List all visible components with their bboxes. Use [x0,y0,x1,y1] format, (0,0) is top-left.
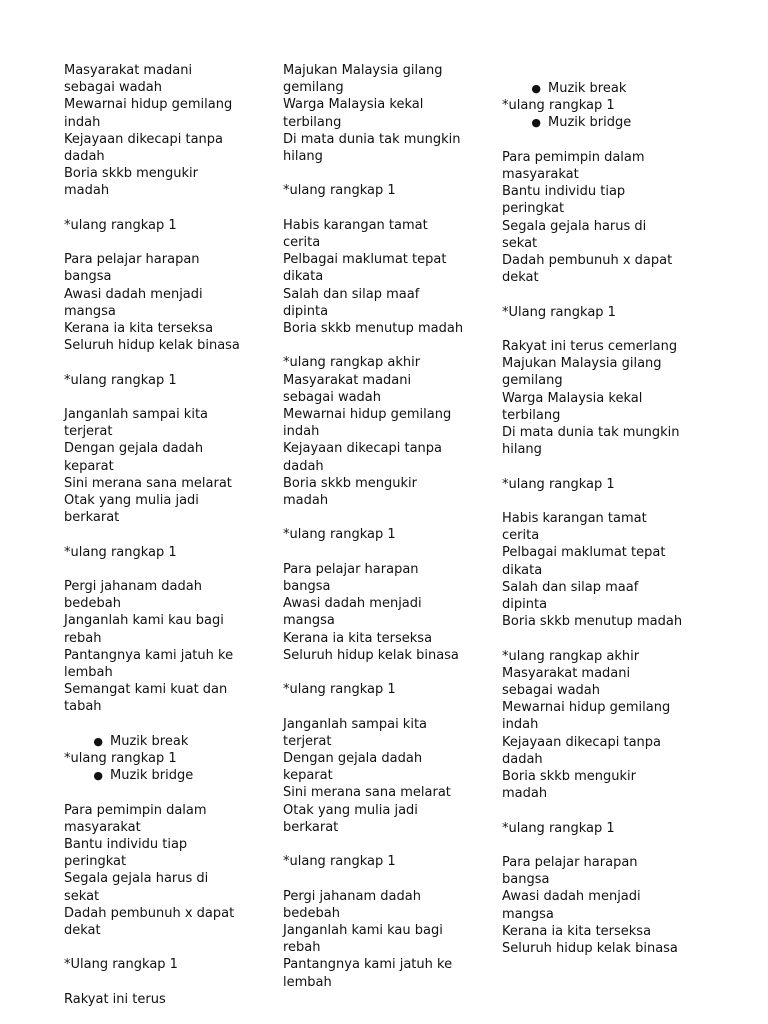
text-line: Segala gejala harus di sekat [502,218,651,251]
text-line: *ulang rangkap 1 [283,183,396,199]
bullet-icon: ● [93,734,103,748]
text-line: *ulang rangkap 1 [502,476,615,492]
text-line: Pantangnya kami jatuh ke lembah [64,647,238,681]
text-line: Para pemimpin dalam masyarakat [502,149,649,182]
text-line: Di mata dunia tak mungkin hilang [502,425,684,458]
text-line: Masyarakat madani sebagai wadah [502,665,635,699]
text-line: Rakyat ini terus [64,991,166,1007]
text-line: Pergi jahanam dadah bedebah [64,579,207,612]
text-line: Majukan Malaysia gilang gemilang [502,356,666,389]
blank-line [502,458,684,475]
blank-line [64,234,246,251]
text-line: Mewarnai hidup gemilang indah [502,700,675,733]
text-column-2 [283,62,465,991]
text-line: Pantangnya kami jatuh ke lembah [283,957,457,990]
blank-line [64,939,246,956]
bullet-text: Muzik break [110,733,189,749]
blank-line [502,493,684,510]
blank-line [64,716,246,733]
blank-line [283,509,465,526]
text-line: *ulang rangkap 1 [64,217,177,233]
text-line: Kejayaan dikecapi tanpa dadah [283,441,447,474]
text-line: Para pelajar harapan bangsa [64,252,204,285]
text-line: Seluruh hidup kelak binasa [64,338,240,354]
text-line: Seluruh hidup kelak binasa [283,647,459,663]
text-line: Sini merana sana melarat [64,475,232,491]
text-line: Salah dan silap maaf dipinta [502,579,643,613]
text-line: Janganlah sampai kita terjerat [64,407,213,440]
bullet-item [64,733,246,750]
blank-line [502,132,684,149]
text-line: Boria skkb mengukir madah [502,769,641,802]
blank-line [64,526,246,543]
text-line: Pelbagai maklumat tepat dikata [502,545,670,578]
text-line: Pelbagai maklumat tepat dikata [283,252,451,285]
text-column-1 [64,62,246,1008]
blank-line [64,354,246,371]
bullet-icon: ● [531,116,541,130]
text-line: *ulang rangkap akhir [283,355,421,371]
text-line: Habis karangan tamat cerita [283,217,432,250]
text-line: Kerana ia kita terseksa [502,923,652,939]
text-line: Masyarakat madani sebagai wadah [283,372,416,405]
text-line: Boria skkb menutup madah [283,321,464,337]
text-line: Dadah pembunuh x dapat dekat [64,905,239,939]
text-line: Majukan Malaysia gilang gemilang [283,63,447,96]
text-line: Dadah pembunuh x dapat dekat [502,253,677,286]
text-line: Boria skkb mengukir madah [64,166,203,199]
blank-line [64,561,246,578]
text-line: Di mata dunia tak mungkin hilang [283,131,465,165]
text-line: Boria skkb menutup madah [502,614,683,630]
text-line: Janganlah kami kau bagi rebah [64,613,228,646]
blank-line [502,837,684,854]
text-line: Mewarnai hidup gemilang indah [283,407,456,440]
text-line: Kejayaan dikecapi tanpa dadah [502,734,666,767]
text-line: *ulang rangkap 1 [502,98,615,114]
text-column-3 [502,80,684,957]
text-line: *Ulang rangkap 1 [502,304,616,320]
text-line: Salah dan silap maaf dipinta [283,286,424,319]
blank-line [502,630,684,647]
bullet-text: Muzik bridge [110,768,194,784]
text-line: Bantu individu tiap peringkat [64,837,192,870]
blank-line [502,321,684,338]
text-line: *Ulang rangkap 1 [64,957,178,973]
blank-line [283,698,465,715]
text-line: Awasi dadah menjadi mangsa [64,286,207,319]
text-line: *ulang rangkap 1 [283,527,396,543]
text-line: Bantu individu tiap peringkat [502,184,630,217]
blank-line [283,165,465,182]
text-line: Kerana ia kita terseksa [283,630,433,646]
text-line: Otak yang mulia jadi berkarat [64,493,204,526]
text-line: *ulang rangkap 1 [64,751,177,767]
text-line: *ulang rangkap 1 [502,820,615,836]
blank-line [64,200,246,217]
blank-line [283,664,465,681]
bullet-icon: ● [93,769,103,783]
blank-line [64,784,246,801]
blank-line [283,836,465,853]
text-line: *ulang rangkap 1 [283,854,396,870]
text-line: Mewarnai hidup gemilang indah [64,97,237,130]
text-line: Kejayaan dikecapi tanpa dadah [64,131,228,165]
text-line: Para pelajar harapan bangsa [502,855,642,888]
bullet-item [502,80,684,97]
text-line: Janganlah sampai kita terjerat [283,716,432,749]
text-line: Awasi dadah menjadi mangsa [502,889,645,922]
text-line: Awasi dadah menjadi mangsa [283,596,426,629]
blank-line [502,286,684,303]
text-line: Kerana ia kita terseksa [64,321,214,337]
bullet-icon: ● [531,82,541,95]
blank-line [64,974,246,991]
text-line: Para pelajar harapan bangsa [283,561,423,595]
text-line: Dengan gejala dadah keparat [64,441,208,474]
text-line: Dengan gejala dadah keparat [283,751,427,784]
blank-line [283,200,465,217]
blank-line [283,870,465,887]
text-line: *ulang rangkap akhir [502,648,640,664]
bullet-text: Muzik bridge [548,115,632,131]
text-line: Semangat kami kuat dan tabah [64,682,232,715]
text-line: *ulang rangkap 1 [64,372,177,388]
text-line: *ulang rangkap 1 [283,682,396,698]
bullet-item [502,114,684,131]
text-line: Masyarakat madani sebagai wadah [64,63,197,96]
text-line: Habis karangan tamat cerita [502,511,651,544]
blank-line [283,544,465,561]
text-line: Warga Malaysia kekal terbilang [502,390,647,423]
text-line: Warga Malaysia kekal terbilang [283,97,428,130]
text-line: Seluruh hidup kelak binasa [502,941,678,957]
bullet-text: Muzik break [548,81,627,96]
blank-line [283,337,465,354]
text-line: Para pemimpin dalam masyarakat [64,802,211,835]
bullet-item [64,767,246,784]
text-line: Sini merana sana melarat [283,785,451,801]
text-line: *ulang rangkap 1 [64,544,177,560]
text-line: Segala gejala harus di sekat [64,871,213,904]
blank-line [64,389,246,406]
text-line: Pergi jahanam dadah bedebah [283,888,426,921]
text-line: Otak yang mulia jadi berkarat [283,802,423,835]
text-line: Janganlah kami kau bagi rebah [283,923,447,956]
blank-line [502,802,684,819]
text-line: Boria skkb mengukir madah [283,475,422,509]
text-line: Rakyat ini terus cemerlang [502,339,678,354]
